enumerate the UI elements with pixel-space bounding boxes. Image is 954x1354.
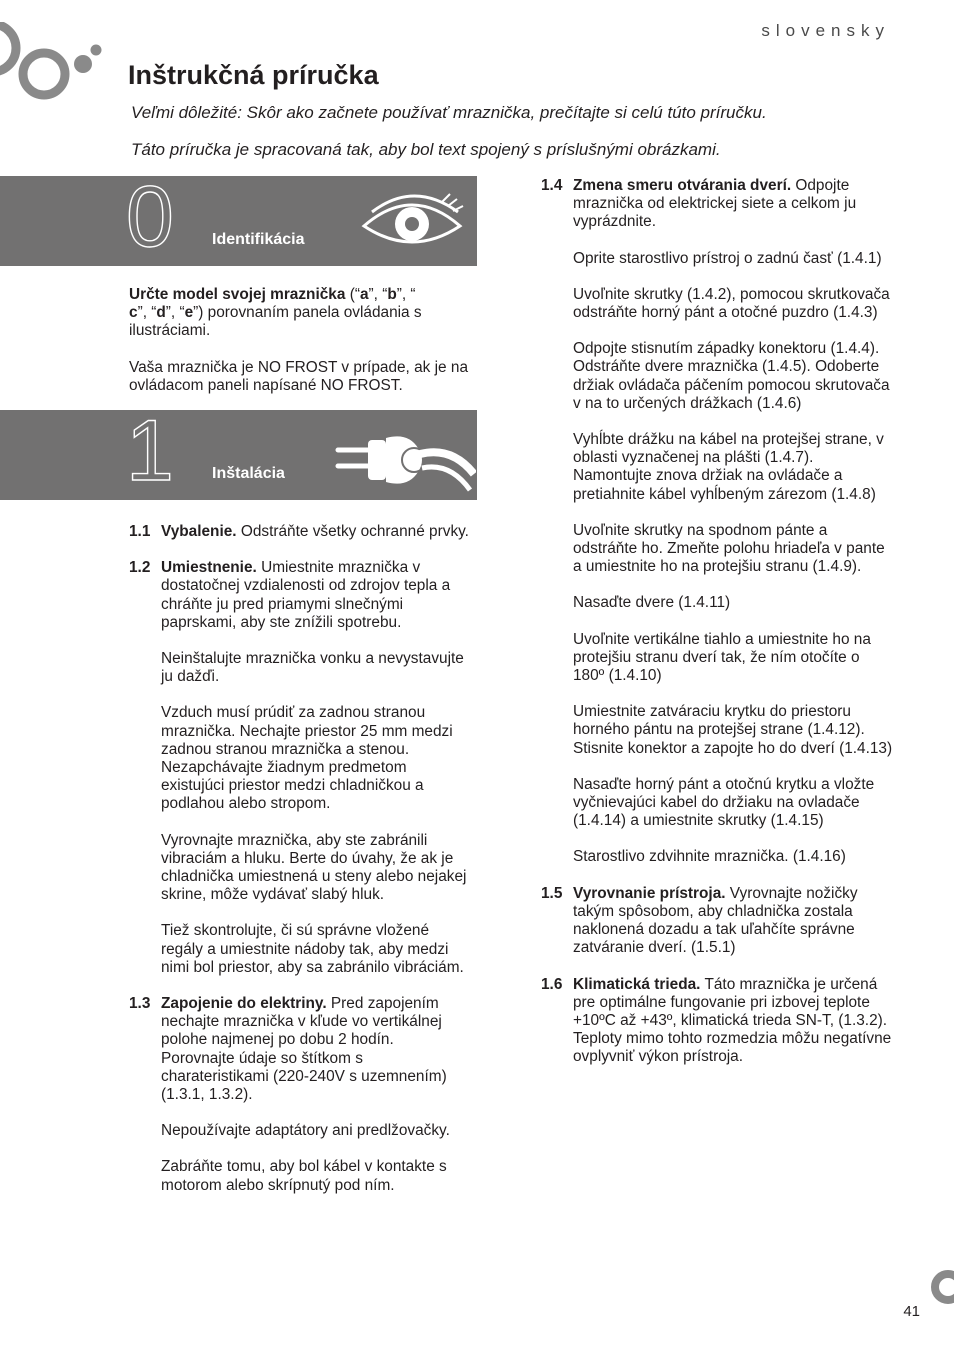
section-1-number: 1 — [126, 403, 174, 499]
model-paragraph — [129, 286, 469, 341]
brand-logo-icon — [0, 22, 110, 102]
item-paragraph: Uvoľnite skrutky (1.4.2), pomocou skrutkovača odstráňte horný pánt a otočné puzdro (1.4.3) — [573, 285, 890, 322]
section-1-5 — [541, 885, 893, 958]
section-1-3 — [129, 995, 471, 1195]
item-paragraph: Vyhĺbte drážku na kábel na protejšej strane, v oblasti vyznačenej na plášti (1.4.7). Namontujte znova držiak na ovládače a pretiahnite kábel vyhĺbeným zárezom (1.4.8) — [573, 431, 884, 503]
item-paragraph: Starostlivo zdvihnite mraznička. (1.4.16) — [573, 848, 846, 866]
item-title: Umiestnenie. — [161, 559, 257, 577]
item-paragraph: Vyrovnajte mraznička, aby ste zabránili vibraciám a hluku. Berte do úvahy, že ak je chladnička umiestnená u steny alebo nejakej skrine, môže vydávať slabý hluk. — [161, 831, 467, 904]
model-lead: Určte model svojej mraznička — [129, 286, 346, 303]
plug-icon — [334, 428, 476, 498]
intro-warning: Veľmi dôležité: Skôr ako začnete používať mraznička, prečítajte si celú túto príručku. — [131, 103, 767, 122]
item-paragraph: Zabráňte tomu, aby bol kábel v kontakte s motorom alebo skrípnutý pod ním. — [161, 1158, 447, 1194]
item-paragraph: Umiestnite zatváraciu krytku do priestoru horného pántu na protejšej strane (1.4.12). Stisnite konektor a zapojte ho do dverí (1.4.13) — [573, 703, 893, 757]
item-paragraph: Neinštalujte mraznička vonku a nevystavujte ju dažďi. — [161, 650, 464, 686]
item-title: Vyrovnanie prístroja. — [573, 884, 726, 902]
item-text: Odstráňte všetky ochranné prvky. — [236, 523, 469, 540]
section-1-6 — [541, 976, 893, 1067]
text: ”, “ — [137, 304, 157, 322]
item-number: 1.1 — [129, 523, 151, 540]
item-paragraph: Oprite starostlivo prístroj o zadnú časť (1.4.1) — [573, 249, 882, 267]
section-1-banner — [0, 403, 477, 500]
nofrost-paragraph: Vaša mraznička je NO FROST v prípade, ak je na ovládacom paneli napísané NO FROST. — [129, 358, 469, 394]
item-paragraph: Uvoľnite vertikálne tiahlo a umiestnite ho na protejšiu stranu dverí tak, že ním otočíte o 180º (1.4.10) — [573, 630, 871, 685]
eye-icon — [360, 186, 470, 254]
text: ”, “ — [396, 286, 416, 303]
item-paragraph: Nasaďte horný pánt a otočnú krytku a vložte vyčnievajúci kabel do držiaku na ovladače (1.4.14) a umiestnite skrutky (1.4.15) — [573, 775, 875, 830]
item-paragraph: Tiež skontrolujte, či sú správne vložené regály a umiestnite nádoby tak, aby medzi nimi bol priestor, aby sa zabránilo vibráciám. — [161, 922, 464, 976]
item-paragraph: Uvoľnite skrutky na spodnom pánte a odstráňte ho. Zmeňte polohu hriadeľa v pante a umiestnite ho na protejšiu stranu (1.4.9). — [573, 521, 885, 576]
section-0-banner — [0, 169, 477, 266]
item-text: Odpojte mraznička od elektrickej siete a celkom ju vyprázdnite. — [573, 177, 857, 231]
text: (“ — [345, 286, 360, 303]
item-title: Zmena smeru otvárania dverí. — [573, 177, 792, 194]
model-key: a — [359, 286, 369, 303]
text: ”) porovnaním panela ovládania s ilustráciami. — [129, 304, 422, 340]
installation-left-column — [129, 523, 471, 1195]
model-key: c — [129, 304, 138, 322]
item-number: 1.6 — [541, 975, 563, 993]
section-1-4 — [541, 177, 893, 867]
item-paragraph: Nasaďte dvere (1.4.11) — [573, 594, 731, 612]
section-1-1 — [129, 523, 471, 541]
item-paragraph: Nepoužívajte adaptátory ani predlžovačky. — [161, 1122, 450, 1140]
item-paragraph: Vzduch musí prúdiť za zadnou stranou mraznička. Nechajte priestor 25 mm medzi zadnou stranou mraznička a stenou. Nezapchávajte žiadnym predmetom existujúci priestor medzi chladničkou a podlahou alebo stropom. — [161, 704, 453, 813]
item-text: Pred zapojením nechajte mraznička v kľude vo vertikálnej polohe najmenej po dobu 2 hodín. Porovnajte údaje so štítkom s charateristikami (220-240V s uzemnením) (1.3.1, 1.3.2). — [161, 995, 447, 1104]
item-paragraph: Odpojte stisnutím západky konektoru (1.4.4). Odstráňte dvere mraznička (1.4.5). Odoberte držiak ovládača páčením pomocou skrutovača v na to určených drážkach (1.4.6) — [573, 340, 890, 412]
item-number: 1.4 — [541, 177, 563, 194]
text: ”, “ — [165, 304, 185, 322]
corner-ring-icon — [920, 1269, 954, 1309]
section-1-2 — [129, 559, 471, 977]
page-title: Inštrukčná príručka — [128, 60, 379, 90]
item-title: Vybalenie. — [161, 523, 237, 540]
model-key: e — [184, 304, 194, 322]
identification-text — [129, 286, 469, 395]
model-key: d — [156, 304, 166, 322]
text: ”, “ — [368, 286, 388, 303]
page-number: 41 — [903, 1303, 920, 1320]
section-0-title: Identifikácia — [212, 231, 305, 248]
item-title: Klimatická trieda. — [573, 975, 701, 993]
model-key: b — [387, 286, 397, 303]
intro-note: Táto príručka je spracovaná tak, aby bol text spojený s príslušnými obrázkami. — [131, 140, 721, 159]
item-title: Zapojenie do elektriny. — [161, 995, 327, 1013]
section-1-title: Inštalácia — [212, 465, 285, 482]
item-text: Vyrovnajte nožičky takým spôsobom, aby chladnička zostala naklonená dozadu a tak uľahčíte správne zatváranie dverí. (1.5.1) — [573, 884, 858, 957]
item-text: Umiestnite mraznička v dostatočnej vzdialenosti od zdrojov tepla a chráňte ju pred priamymi slnečnými paprskami, aby ste znížili spotrebu. — [161, 559, 451, 631]
installation-right-column — [541, 177, 893, 1067]
item-text: Táto mraznička je určená pre optimálne fungovanie pri izbovej teplote +10ºC až +43º, klimatická trieda SN-T, (1.3.2). Teploty mimo tohto rozmedzia môžu negatívne ovplyvniť výkon prístroja. — [573, 975, 892, 1066]
item-number: 1.3 — [129, 995, 151, 1013]
language-label: slovensky — [761, 21, 890, 40]
item-number: 1.2 — [129, 559, 151, 577]
section-0-number: 0 — [126, 169, 174, 265]
item-number: 1.5 — [541, 884, 563, 902]
